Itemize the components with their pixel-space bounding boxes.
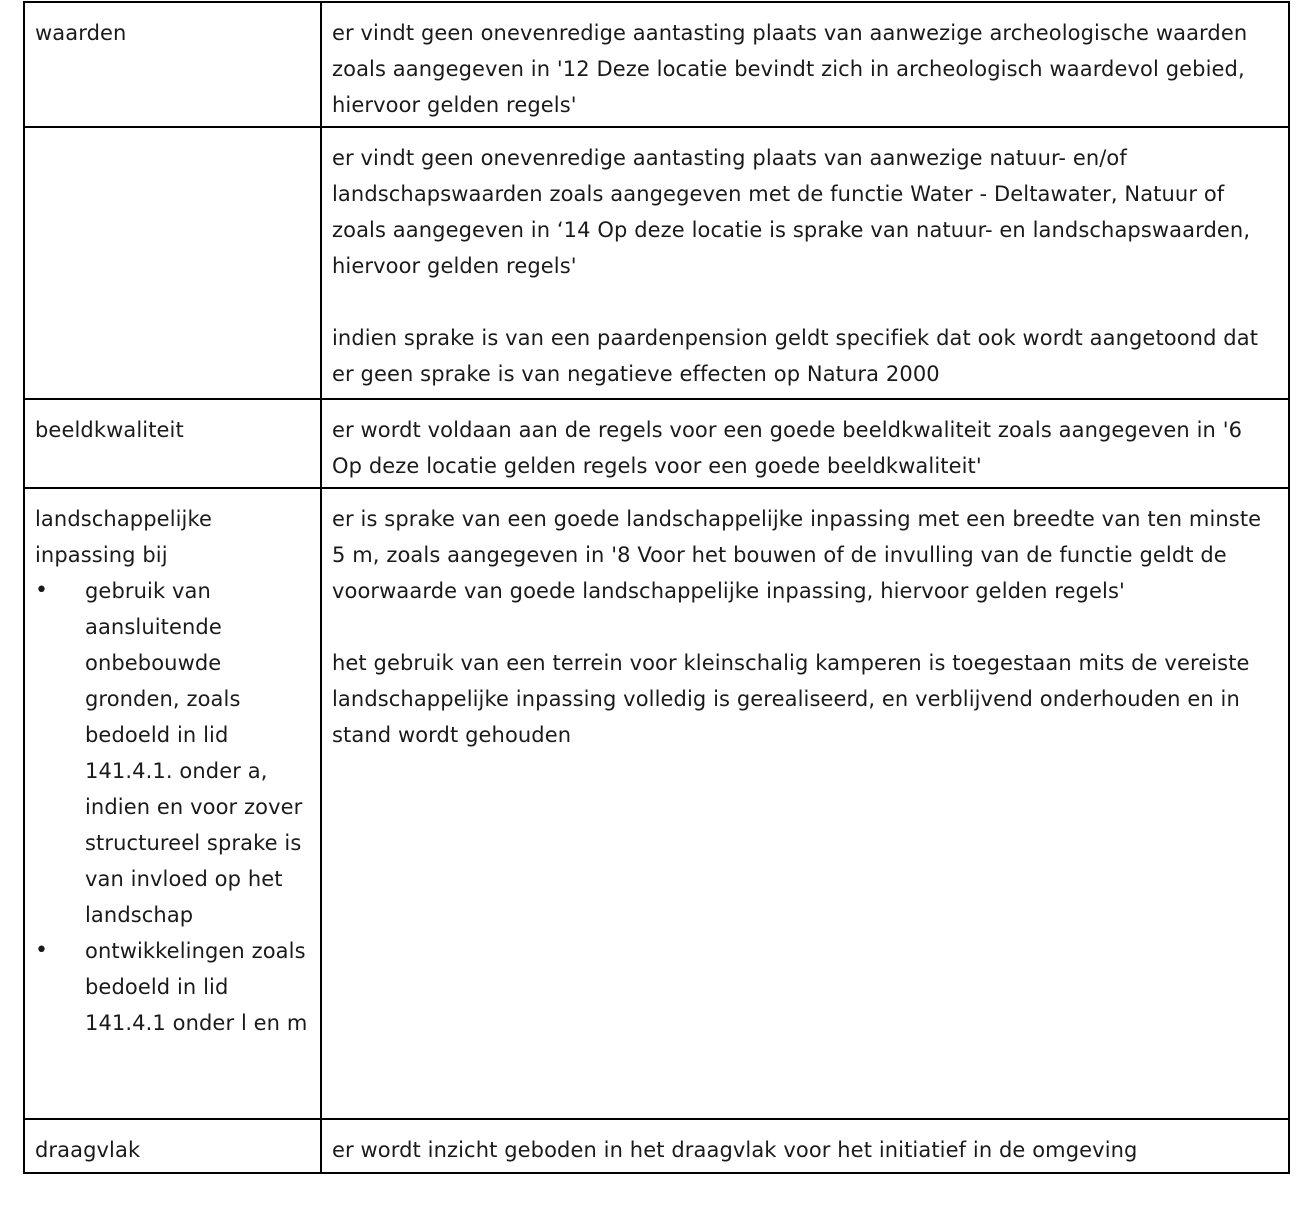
row-text-cell xyxy=(321,1119,1289,1173)
requirements-table xyxy=(23,1,1290,1174)
row-label: waarden xyxy=(35,21,127,45)
bullet-list xyxy=(35,573,310,1041)
table-row xyxy=(24,1119,1289,1173)
row-paragraph: er vindt geen onevenredige aantasting plaats van aanwezige natuur- en/of landschapswaarden zoals aangegeven met de functie Water - Deltawater, Natuur of zoals aangegeven in ‘14 Op deze locatie is sprake van natuur- en landschapswaarden, hiervoor gelden regels' xyxy=(332,146,1251,278)
row-label: beeldkwaliteit xyxy=(35,418,184,442)
row-text-cell xyxy=(321,399,1289,488)
row-label: draagvlak xyxy=(35,1138,141,1162)
row-label-cell xyxy=(24,2,321,127)
row-paragraph: het gebruik van een terrein voor kleinschalig kamperen is toegestaan mits de vereiste landschappelijke inpassing volledig is gerealiseerd, en verblijvend onderhouden en in stand wordt gehouden xyxy=(332,651,1250,747)
bullet-item: • ontwikkelingen zoals bedoeld in lid 141.4.1 onder l en m xyxy=(35,933,310,1041)
table-row xyxy=(24,2,1289,127)
row-label-cell xyxy=(24,399,321,488)
table-row xyxy=(24,127,1289,399)
row-paragraph: er wordt inzicht geboden in het draagvlak voor het initiatief in de omgeving xyxy=(332,1138,1138,1162)
row-text-cell xyxy=(321,127,1289,399)
row-text-cell xyxy=(321,488,1289,1119)
table-row xyxy=(24,488,1289,1119)
row-label-cell xyxy=(24,127,321,399)
table-row xyxy=(24,399,1289,488)
row-label: landschappelijke inpassing bij xyxy=(35,507,213,567)
row-label-cell xyxy=(24,1119,321,1173)
paragraph-spacer xyxy=(332,609,1278,645)
paragraph-spacer xyxy=(332,284,1278,320)
row-paragraph: indien sprake is van een paardenpension geldt specifiek dat ook wordt aangetoond dat er geen sprake is van negatieve effecten op Natura 2000 xyxy=(332,326,1259,386)
row-paragraph: er wordt voldaan aan de regels voor een goede beeldkwaliteit zoals aangegeven in '6 Op deze locatie gelden regels voor een goede beeldkwaliteit' xyxy=(332,418,1243,478)
row-paragraph: er vindt geen onevenredige aantasting plaats van aanwezige archeologische waarden zoals aangegeven in '12 Deze locatie bevindt zich in archeologisch waardevol gebied, hiervoor gelden regels' xyxy=(332,21,1248,117)
row-paragraph: er is sprake van een goede landschappelijke inpassing met een breedte van ten minste 5 m, zoals aangegeven in '8 Voor het bouwen of de invulling van de functie geldt de voorwaarde van goede landschappelijke inpassing, hiervoor gelden regels' xyxy=(332,507,1262,603)
bullet-item: • gebruik van aansluitende onbebouwde gronden, zoals bedoeld in lid 141.4.1. onder a, indien en voor zover structureel sprake is van invloed op het landschap xyxy=(35,573,310,933)
row-text-cell xyxy=(321,2,1289,127)
row-label-cell xyxy=(24,488,321,1119)
